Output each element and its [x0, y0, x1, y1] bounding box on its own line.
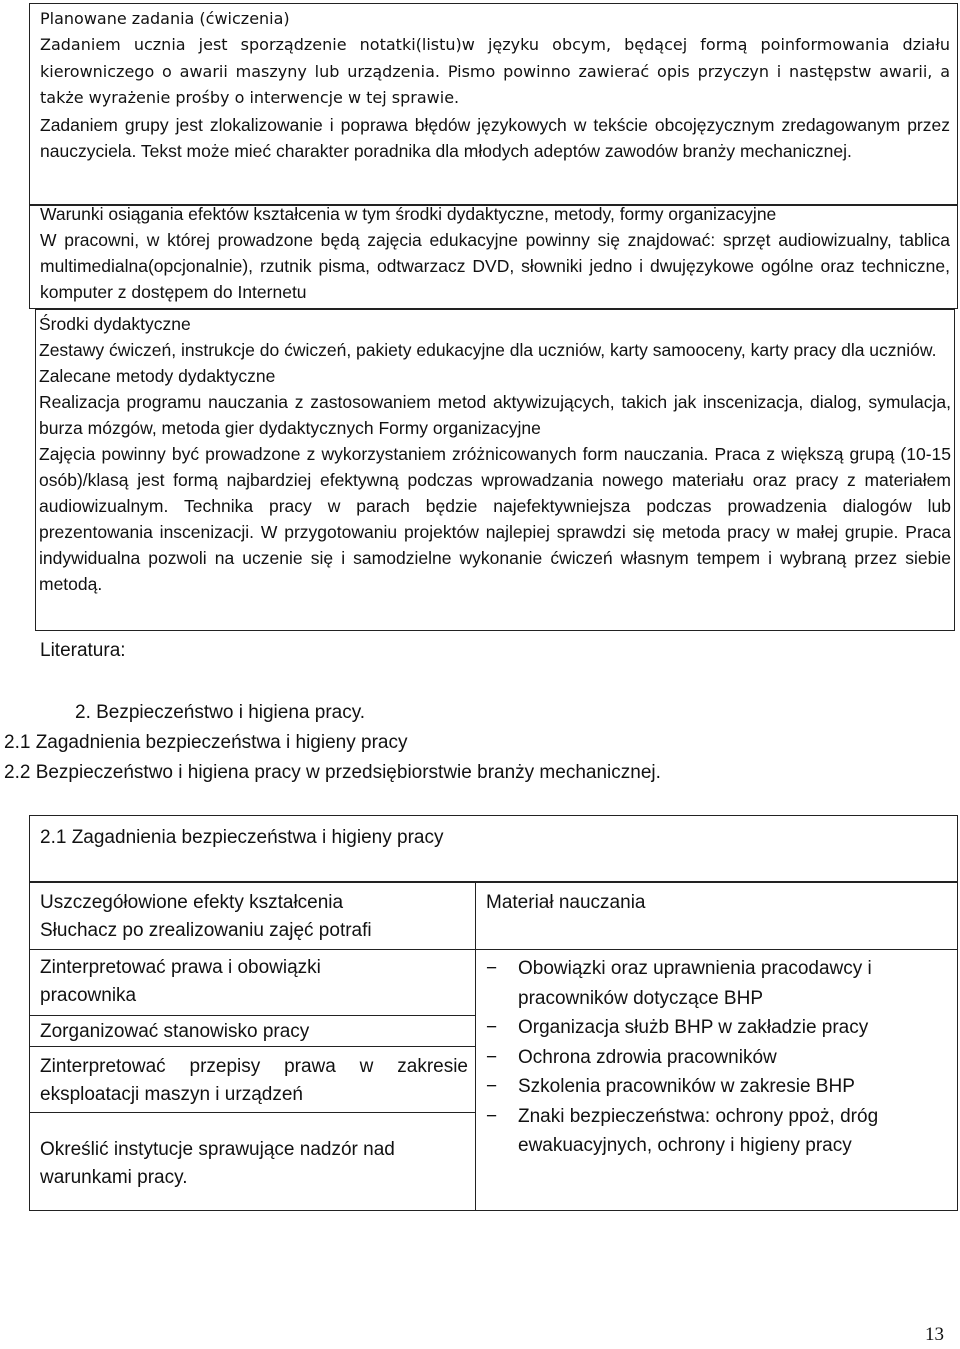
methods-title: Zalecane metody dydaktyczne [39, 366, 276, 386]
dash-mark: − [486, 1105, 498, 1127]
literature-label: Literatura: [40, 640, 126, 661]
material-item [486, 1072, 926, 1102]
conditions-body: W pracowni, w której prowadzone będą zajęcia edukacyjne powinny się znajdować: sprzęt audiowizualny, tablica multimedialna(opcjonalnie), rzutnik pisma, odtwarzacz DVD, słowniki jedno i dwujęzykowe ogólne oraz techniczne, komputer z dostępem do Internetu [40, 230, 950, 302]
heading-2-2: 2.2 Bezpieczeństwo i higiena pracy w przedsiębiorstwie branży mechanicznej. [4, 762, 661, 783]
dash-mark: − [486, 958, 498, 979]
outcome-item: Określić instytucje sprawujące nadzór nad warunkami pracy. [40, 1139, 395, 1188]
outcome-item: Zinterpretować prawa i obowiązki pracownika [40, 957, 321, 1006]
material-item [486, 954, 926, 1013]
heading-2-1: 2.1 Zagadnienia bezpieczeństwa i higieny pracy [4, 732, 408, 753]
table-right-divider [475, 949, 958, 950]
material-item [486, 1013, 926, 1043]
outcome-item: Zinterpretować przepisy prawa w zakresie eksploatacji maszyn i urządzeń [40, 1056, 468, 1105]
table-left-divider-4 [29, 1112, 476, 1113]
means-title: Środki dydaktyczne [39, 314, 191, 334]
right-header: Materiał nauczania [486, 892, 646, 913]
planned-tasks-para2: Zadaniem grupy jest zlokalizowanie i poprawa błędów językowych w tekście obcojęzycznym zredagowanym przez nauczyciela. Tekst może mieć charakter poradnika dla młodych adeptów zawodów branży mechanicznej. [40, 114, 950, 161]
heading-2: 2. Bezpieczeństwo i higiena pracy. [75, 702, 366, 723]
table-left-divider-2 [29, 1015, 476, 1016]
left-header [40, 889, 470, 945]
table-caption: 2.1 Zagadnienia bezpieczeństwa i higieny pracy [40, 827, 444, 848]
dash-mark: − [486, 1046, 498, 1068]
methods-body: Realizacja programu nauczania z zastosowaniem metod aktywizujących, takich jak inscenizacja, dialog, symulacja, burza mózgów, metoda gier dydaktycznych Formy organizacyjne [39, 392, 951, 438]
table-left-divider-3 [29, 1046, 476, 1047]
dash-mark: − [486, 1017, 498, 1038]
planned-tasks-para1: Zadaniem ucznia jest sporządzenie notatki(listu)w języku obcym, będącej formą poinformowania działu kierowniczego o awarii maszyny lub urządzenia. Pismo powinno zawierać opis przyczyn i następstw awarii, a także wyrażenie prośby o interwencje w tej sprawie. [40, 35, 950, 107]
table-left-divider-1 [29, 949, 476, 950]
material-item-text: Szkolenia pracowników w zakresie BHP [518, 1076, 855, 1097]
outcome-item: Zorganizować stanowisko pracy [40, 1021, 310, 1042]
methods [39, 311, 951, 597]
dash-mark: − [486, 1076, 498, 1097]
conditions [40, 201, 950, 305]
forms-body: Zajęcia powinny być prowadzone z wykorzystaniem zróżnicowanych form nauczania. Praca z większą grupą (10-15 osób)/klasą jest formą najbardziej efektywną podczas wprowadzania nowego materiału oraz pracy z materiałem audiowizualnym. Technika pracy w parach będzie najefektywniejsza podczas prowadzenia dialogów lub prezentowania inscenizacji. W przygotowaniu projektów najlepiej sprawdzi się metoda pracy w małej grupie. Praca indywidualna pozwoli na uczenie się i samodzielne wykonanie ćwiczeń własnym tempem i wybraną przez siebie metodą. [39, 444, 951, 594]
material-item-text: Znaki bezpieczeństwa: ochrony ppoż, dróg ewakuacyjnych, ochrony i higieny pracy [518, 1105, 879, 1156]
material-item-text: Obowiązki oraz uprawnienia pracodawcy i pracowników dotyczące BHP [518, 958, 872, 1009]
material-item-text: Ochrona zdrowia pracowników [518, 1046, 777, 1068]
material-list [486, 954, 926, 1161]
means-body: Zestawy ćwiczeń, instrukcje do ćwiczeń, pakiety edukacyjne dla uczniów, karty samooceny, karty pracy dla uczniów. [39, 340, 937, 360]
planned-tasks [40, 6, 950, 164]
left-header-line1: Uszczegółowione efekty kształcenia [40, 892, 344, 913]
conditions-title: Warunki osiągania efektów kształcenia w tym środki dydaktyczne, metody, formy organizacyjne [40, 204, 777, 224]
planned-tasks-title: Planowane zadania (ćwiczenia) [40, 9, 290, 28]
material-item [486, 1043, 926, 1073]
left-header-line2: Słuchacz po zrealizowaniu zajęć potrafi [40, 920, 372, 941]
material-item [486, 1102, 926, 1161]
material-item-text: Organizacja służb BHP w zakładzie pracy [518, 1017, 869, 1038]
page-number: 13 [925, 1324, 944, 1345]
